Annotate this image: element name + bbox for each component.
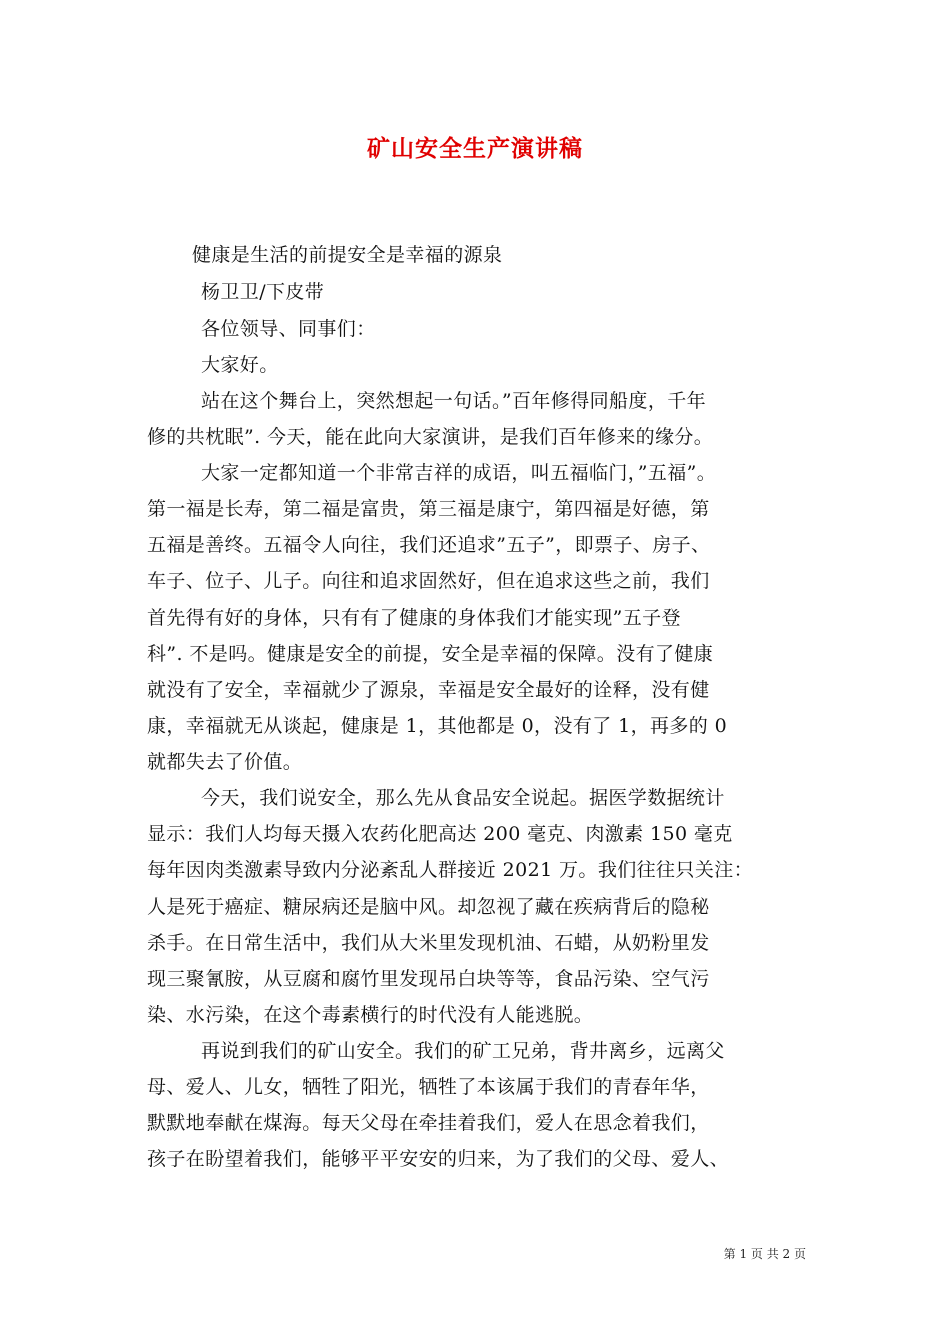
text-line: 现三聚氰胺，从豆腐和腐竹里发现吊白块等等，食品污染、空气污: [147, 968, 710, 990]
text-line: 默默地奉献在煤海。每天父母在牵挂着我们，爱人在思念着我们，: [147, 1112, 710, 1134]
page-number-footer: 第 1 页 共 2 页: [723, 1247, 806, 1261]
text-line: 显示：我们人均每天摄入农药化肥高达 200 毫克、肉激素 150 毫克: [147, 823, 733, 845]
text-line: 健康是生活的前提安全是幸福的源泉: [192, 244, 503, 266]
text-line: 就没有了安全，幸福就少了源泉，幸福是安全最好的诠释，没有健: [147, 679, 710, 701]
text-line: 今天，我们说安全，那么先从食品安全说起。据医学数据统计: [201, 787, 725, 809]
text-line: 杨卫卫/下皮带: [201, 281, 325, 303]
text-line: 孩子在盼望着我们，能够平平安安的归来，为了我们的父母、爱人、: [147, 1148, 730, 1170]
text-line: 就都失去了价值。: [147, 751, 303, 773]
text-line: 科”. 不是吗。健康是安全的前提，安全是幸福的保障。没有了健康: [147, 643, 714, 665]
text-line: 车子、位子、儿子。向往和追求固然好，但在追求这些之前，我们: [147, 570, 710, 592]
text-line: 大家好。: [201, 354, 279, 376]
text-line: 首先得有好的身体，只有有了健康的身体我们才能实现”五子登: [147, 607, 681, 629]
text-line: 母、爱人、儿女，牺牲了阳光，牺牲了本该属于我们的青春年华，: [147, 1076, 710, 1098]
text-line: 修的共枕眠”. 今天，能在此向大家演讲，是我们百年修来的缘分。: [147, 426, 714, 448]
text-line: 再说到我们的矿山安全。我们的矿工兄弟，背井离乡，远离父: [201, 1040, 725, 1062]
text-line: 五福是善终。五福令人向往，我们还追求”五子”，即票子、房子、: [147, 534, 711, 556]
text-line: 各位领导、同事们：: [201, 318, 376, 340]
text-line: 杀手。在日常生活中，我们从大米里发现机油、石蜡，从奶粉里发: [147, 932, 710, 954]
text-line: 大家一定都知道一个非常吉祥的成语，叫五福临门，”五福”。: [201, 462, 717, 484]
text-line: 康，幸福就无从谈起，健康是 1，其他都是 0，没有了 1，再多的 0: [147, 715, 728, 737]
text-line: 站在这个舞台上，突然想起一句话。”百年修得同船度，千年: [201, 390, 707, 412]
text-line: 染、水污染，在这个毒素横行的时代没有人能逃脱。: [147, 1004, 594, 1026]
text-line: 第一福是长寿，第二福是富贵，第三福是康宁，第四福是好德，第: [147, 498, 710, 520]
document-title: 矿山安全生产演讲稿: [367, 135, 583, 162]
text-line: 每年因肉类激素导致内分泌紊乱人群接近 2021 万。我们往往只关注：: [147, 859, 754, 881]
text-line: 人是死于癌症、糖尿病还是脑中风。却忽视了藏在疾病背后的隐秘: [147, 896, 710, 918]
